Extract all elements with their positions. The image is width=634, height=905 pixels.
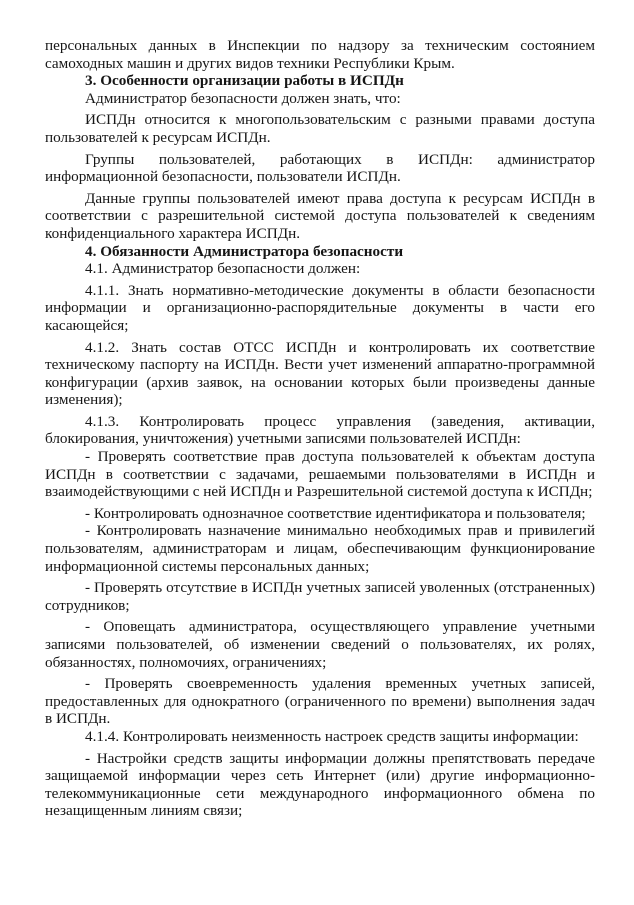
clause-4-1-3: 4.1.3. Контролировать процесс управления (заведения, активации, блокирования, уничтожения) учетными записями пользователей ИСПДн: <box>45 412 595 448</box>
list-item-identifier-correspondence: - Контролировать однозначное соответствие идентификатора и пользователя; <box>85 504 586 522</box>
list-item-security-settings: - Настройки средств защиты информации должны препятствовать передаче защищаемой информации через сеть Интернет (или) другие информационно-телекоммуникационные сети международного информационного обмена по незащищенным линиям связи; <box>45 749 595 820</box>
paragraph-group-access-rights: Данные группы пользователей имеют права доступа к ресурсам ИСПДн в соответствии с разрешительной системой доступа пользователей к сведениям конфиденциального характера ИСПДн. <box>45 189 595 242</box>
section-heading-3: 3. Особенности организации работы в ИСПДн <box>85 72 404 90</box>
section-heading-4: 4. Обязанности Администратора безопасности <box>85 242 404 260</box>
list-item-temporary-accounts: - Проверять своевременность удаления временных учетных записей, предоставленных для однократного (ограниченного по времени) выполнения задач в ИСПДн. <box>45 675 595 728</box>
document-page <box>45 37 595 820</box>
paragraph-multiuser-system: ИСПДн относится к многопользовательским с разными правами доступа пользователей к ресурсам ИСПДн. <box>45 111 595 146</box>
paragraph-admin-must-know: Администратор безопасности должен знать, что: <box>85 89 401 107</box>
paragraph-user-groups: Группы пользователей, работающих в ИСПДн: администратор информационной безопасности, пользователи ИСПДн. <box>45 150 595 186</box>
clause-4-1-2: 4.1.2. Знать состав ОТСС ИСПДн и контролировать их соответствие техническому паспорту на ИСПДн. Вести учет изменений аппаратно-программной конфигурации (архив заявок, на основании которых были произведены данные изменения); <box>45 338 595 409</box>
clause-4-1-1: 4.1.1. Знать нормативно-методические документы в области безопасности информации и организационно-распорядительные документы в части его касающейся; <box>45 281 595 334</box>
list-item-dismissed-accounts: - Проверять отсутствие в ИСПДн учетных записей уволенных (отстраненных) сотрудников; <box>45 579 595 614</box>
clause-4-1-4: 4.1.4. Контролировать неизменность настроек средств защиты информации: <box>85 727 579 745</box>
clause-4-1: 4.1. Администратор безопасности должен: <box>85 260 361 278</box>
paragraph-intro-continuation: персональных данных в Инспекции по надзору за техническим состоянием самоходных машин и других видов техники Республики Крым. <box>45 37 595 72</box>
list-item-notify-administrator: - Оповещать администратора, осуществляющего управление учетными записями пользователей, об изменении сведений о пользователях, их ролях, обязанностях, полномочиях, ограничениях; <box>45 618 595 671</box>
list-item-minimal-privileges: - Контролировать назначение минимально необходимых прав и привилегий пользователям, администраторам и лицам, обеспечивающим функционирование информационной системы персональных данных; <box>45 522 595 575</box>
list-item-check-access-rights: - Проверять соответствие прав доступа пользователей к объектам доступа ИСПДн в соответствии с задачами, решаемыми пользователями в ИСПДн и взаимодействующими с ней ИСПДн и Разрешительной системой доступа к ИСПДн; <box>45 448 595 501</box>
